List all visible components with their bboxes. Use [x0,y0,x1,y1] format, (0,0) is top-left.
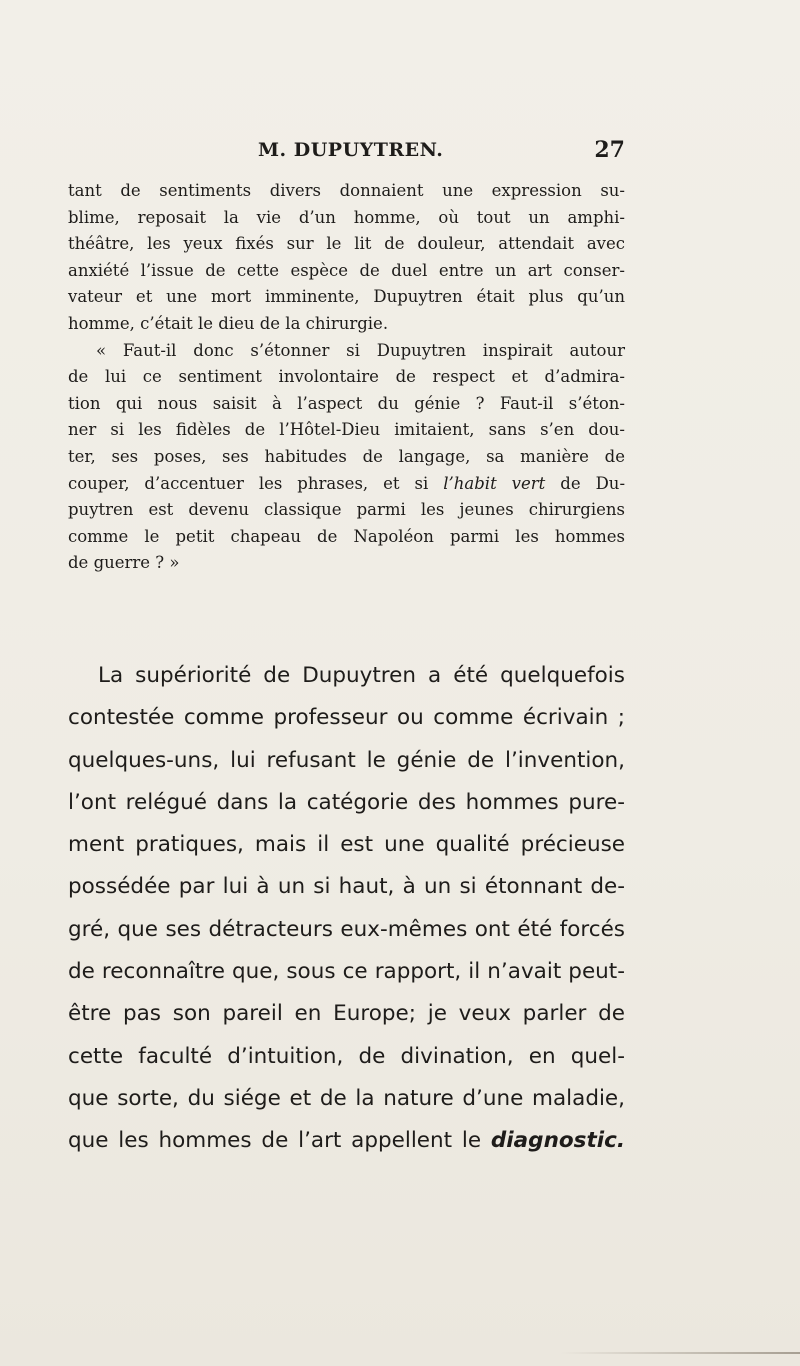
text-line: vateur et une mort imminente, Dupuytren était plus qu’un [68,287,625,307]
text-line: tant de sentiments divers donnaient une expression su- [68,181,625,200]
text-line: de guerre ? » [68,553,180,573]
main-paragraph [68,655,625,1163]
text-line: tion qui nous saisit à l’aspect du génie ? Faut-il s’éton- [68,393,625,413]
text-line: « Faut-il donc s’étonner si Dupuytren inspirait autour [96,340,625,360]
text-segment: couper, d’accentuer les phrases, et si [68,473,429,493]
text-line: théâtre, les yeux fixés sur le lit de douleur, attendait avec [68,234,625,254]
running-title: M. DUPUYTREN. [258,139,444,161]
text-line: de reconnaître que, sous ce rapport, il n’avait peut- [68,959,625,985]
text-line: ner si les fidèles de l’Hôtel-Dieu imitaient, sans s’en dou- [68,420,625,440]
text-line: ment pratiques, mais il est une qualité précieuse [68,832,625,858]
text-line: blime, reposait la vie d’un homme, où tout un amphi- [68,207,625,227]
text-line: que sorte, du siége et de la nature d’une maladie, [68,1085,625,1111]
text-line-mixed [68,471,625,498]
page-number: 27 [594,137,625,163]
page-edge-shadow [560,1352,800,1354]
text-line: ter, ses poses, ses habitudes de langage, sa manière de [68,446,625,466]
text-line: gré, que ses détracteurs eux-mêmes ont été forcés [68,916,625,942]
text-line: l’ont relégué dans la catégorie des hommes pure- [68,789,625,815]
quoted-passage [68,178,625,577]
text-line: quelques-uns, lui refusant le génie de l’invention, [68,747,625,773]
text-line: puytren est devenu classique parmi les jeunes chirurgiens [68,500,625,520]
text-line: comme le petit chapeau de Napoléon parmi les hommes [68,526,625,546]
emphasized-term: diagnostic. [490,1128,625,1154]
text-line: être pas son pareil en Europe; je veux parler de [68,1001,625,1027]
text-line: cette faculté d’intuition, de divination, en quel- [68,1043,625,1069]
text-line: contestée comme professeur ou comme écrivain ; [68,705,625,731]
text-line: anxiété l’issue de cette espèce de duel entre un art conser- [68,260,625,280]
italic-phrase: l’habit vert [443,473,546,493]
text-line-mixed [68,1120,625,1162]
text-line: possédée par lui à un si haut, à un si étonnant de- [68,874,625,900]
text-line: de lui ce sentiment involontaire de respect et d’admira- [68,367,625,387]
text-segment: que les hommes de l’art appellent le [68,1128,482,1154]
text-segment: de Du- [560,473,626,493]
text-line: La supériorité de Dupuytren a été quelquefois [98,663,625,688]
text-line: homme, c’était le dieu de la chirurgie. [68,313,389,333]
page-header [68,135,625,165]
